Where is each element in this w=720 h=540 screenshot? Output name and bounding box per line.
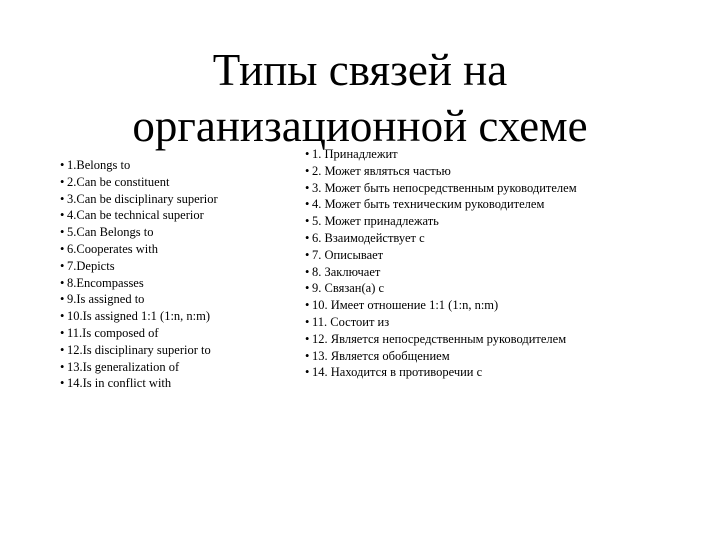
list-item-text: 4.Can be technical superior (67, 208, 204, 223)
bullet-icon: • (60, 158, 65, 172)
bullet-icon: • (60, 275, 65, 290)
list-item-text: 9.Is assigned to (67, 292, 145, 307)
list-item-text: 1. Принадлежит (312, 147, 398, 161)
list-item (60, 325, 310, 342)
list-item-text: 1.Belongs to (67, 158, 131, 172)
list-item-text: 13.Is generalization of (67, 359, 180, 374)
bullet-icon: • (305, 348, 310, 363)
list-item-text: 13. Является обобщением (312, 348, 450, 363)
list-item (60, 241, 310, 258)
bullet-icon: • (305, 247, 310, 262)
list-item (60, 342, 310, 359)
english-relations-list (60, 157, 310, 392)
list-item (305, 163, 705, 180)
bullet-icon: • (60, 325, 65, 340)
bullet-icon: • (305, 314, 310, 329)
list-item (305, 247, 705, 264)
list-item-text: 12.Is disciplinary superior to (67, 342, 211, 357)
list-item (305, 331, 705, 348)
bullet-icon: • (60, 258, 65, 273)
bullet-icon: • (305, 281, 310, 296)
bullet-icon: • (60, 225, 65, 240)
bullet-icon: • (305, 214, 310, 229)
list-item-text: 5.Can Belongs to (67, 225, 154, 240)
list-item-text: 11.Is composed of (67, 325, 159, 340)
list-item (60, 174, 310, 191)
slide-title-line-1: Типы связей на (212, 45, 508, 95)
list-item-text: 5. Может принадлежать (312, 214, 439, 229)
list-item-text: 2. Может являться частью (312, 163, 451, 178)
list-item-text: 14.Is in conflict with (67, 376, 172, 391)
list-item-text: 8. Заключает (312, 264, 381, 279)
list-item (60, 224, 310, 241)
list-item (60, 275, 310, 292)
list-item (60, 359, 310, 376)
list-item-text: 9. Связан(а) с (312, 281, 385, 296)
list-item-text: 3.Can be disciplinary superior (67, 191, 218, 206)
bullet-icon: • (60, 241, 65, 256)
list-item-text: 3. Может быть непосредственным руководителем (312, 180, 577, 195)
list-item-text: 8.Encompasses (67, 275, 144, 290)
list-item-text: 6.Cooperates with (67, 241, 158, 256)
bullet-icon: • (305, 197, 310, 212)
list-item (60, 207, 310, 224)
bullet-icon: • (60, 208, 65, 223)
list-item-text: 7. Описывает (312, 247, 384, 262)
list-item-text: 14. Находится в противоречии с (312, 365, 483, 380)
list-item (60, 308, 310, 325)
list-item (305, 196, 705, 213)
russian-relations-list (305, 146, 705, 381)
list-item-text: 4. Может быть техническим руководителем (312, 197, 545, 212)
list-item (305, 364, 705, 381)
bullet-icon: • (305, 180, 310, 195)
list-item-text: 11. Состоит из (312, 314, 390, 329)
list-item (305, 146, 705, 163)
bullet-icon: • (305, 264, 310, 279)
list-item-text: 12. Является непосредственным руководителем (312, 331, 567, 346)
list-item (305, 348, 705, 365)
bullet-icon: • (60, 376, 65, 391)
list-item (305, 213, 705, 230)
list-item (305, 314, 705, 331)
bullet-icon: • (60, 174, 65, 189)
list-item-text: 10.Is assigned 1:1 (1:n, n:m) (67, 309, 211, 324)
bullet-icon: • (60, 309, 65, 324)
list-item (305, 297, 705, 314)
bullet-icon: • (305, 230, 310, 245)
bullet-icon: • (60, 359, 65, 374)
slide-title-line-2: организационной схеме (132, 101, 588, 151)
list-item (305, 180, 705, 197)
list-item-text: 2.Can be constituent (67, 174, 170, 189)
bullet-icon: • (305, 147, 310, 161)
bullet-icon: • (60, 292, 65, 307)
list-item (305, 264, 705, 281)
list-item-text: 6. Взаимодействует с (312, 230, 425, 245)
list-item (60, 258, 310, 275)
bullet-icon: • (60, 191, 65, 206)
slide-title (0, 42, 720, 154)
bullet-icon: • (305, 331, 310, 346)
list-item (60, 291, 310, 308)
bullet-icon: • (305, 365, 310, 380)
bullet-icon: • (305, 163, 310, 178)
list-item (305, 230, 705, 247)
list-item (60, 157, 310, 174)
list-item (60, 191, 310, 208)
list-item (305, 280, 705, 297)
list-item-text: 10. Имеет отношение 1:1 (1:n, n:m) (312, 298, 499, 313)
list-item-text: 7.Depicts (67, 258, 115, 273)
bullet-icon: • (305, 298, 310, 313)
list-item (60, 375, 310, 392)
bullet-icon: • (60, 342, 65, 357)
